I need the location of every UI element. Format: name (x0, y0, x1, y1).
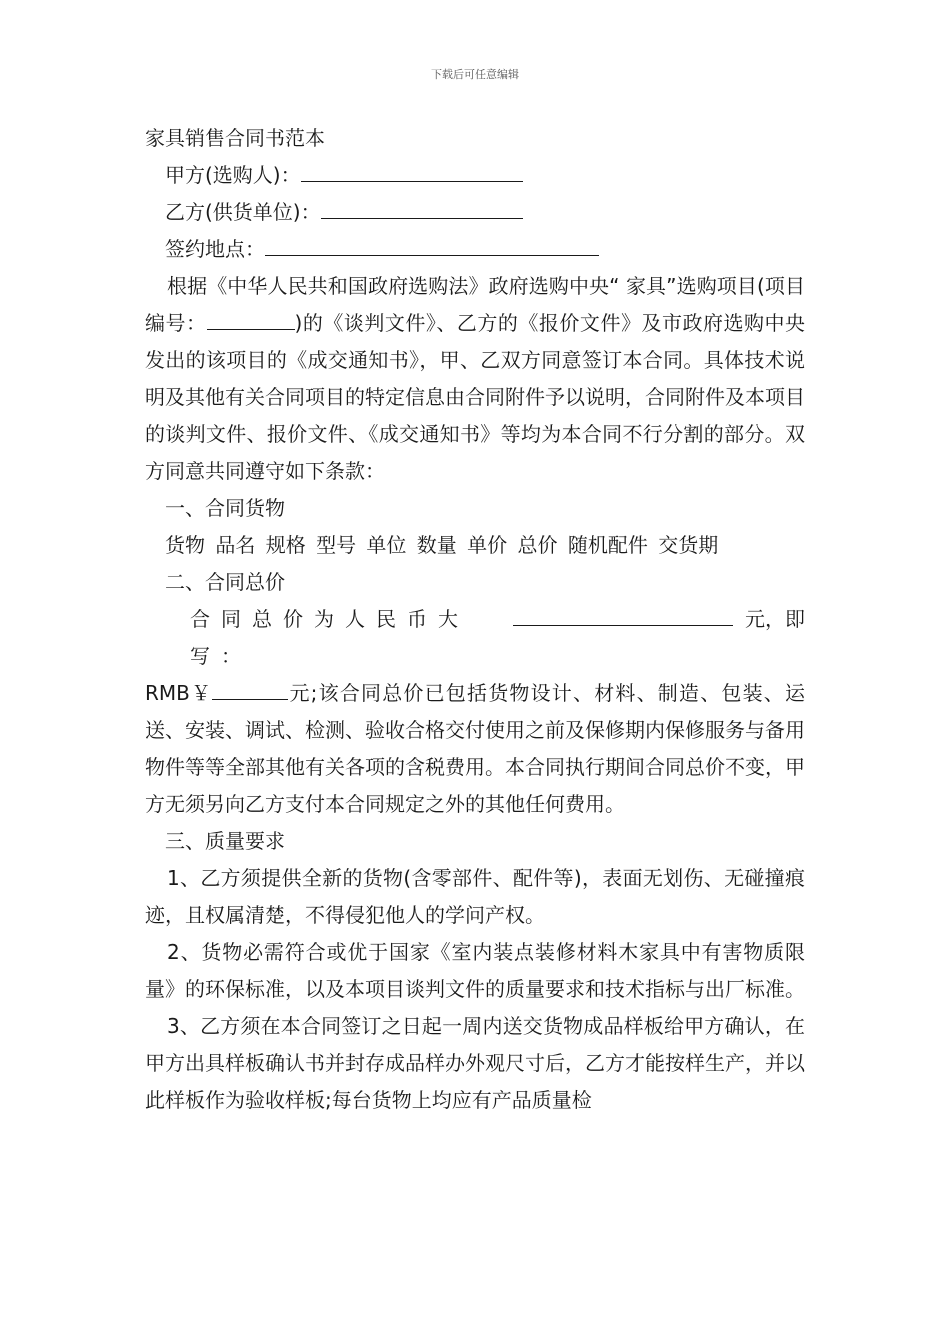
total-price-rest: 元;该合同总价已包括货物设计、材料、制造、包装、运送、安装、调试、检测、验收合格交付使用之前及保修期内保修服务与备用物件等等全部其他有关各项的含税费用。本合同执行期间合同总价不变，甲方无须另向乙方支付本合同规定之外的其他任何费用。 (145, 681, 805, 816)
quality-item: 2、货物必需符合或优于国家《室内装点装修材料木家具中有害物质限量》的环保标准，以及本项目谈判文件的质量要求和技术指标与出厂标准。 (145, 940, 805, 1001)
intro-text-2: )的《谈判文件》、乙方的《报价文件》及市政府选购中央发出的该项目的《成交通知书》，甲、乙双方同意签订本合同。具体技术说明及其他有关合同项目的特定信息由合同附件予以说明，合同附件及本项目的谈判文件、报价文件、《成交通知书》等均为本合同不行分割的部分。双方同意共同遵守如下条款： (145, 311, 806, 483)
section1-items: 货物 品名 规格 型号 单位 数量 单价 总价 随机配件 交货期 (165, 533, 719, 557)
party-a-line (145, 157, 805, 194)
document-body (145, 120, 805, 1119)
location-label: 签约地点： (165, 237, 265, 261)
party-a-blank (301, 157, 523, 182)
party-a-label: 甲方(选购人)： (165, 163, 301, 187)
total-price-paragraph (145, 675, 805, 823)
total-price-blank (513, 601, 733, 626)
party-b-label: 乙方(供货单位)： (165, 200, 321, 224)
total-price-label: 合同总价为人民币大写： (190, 607, 469, 668)
total-price-tail: 即 (785, 607, 805, 631)
project-number-blank (207, 305, 295, 330)
rmb-blank (212, 675, 288, 700)
rmb-prefix: RMB￥ (145, 681, 213, 705)
intro-text-1: 根据《中华人民共和国政府选购法》政府选购中央“ 家具”选购项目(项目编号： (145, 274, 805, 335)
quality-item: 1、乙方须提供全新的货物(含零部件、配件等)，表面无划伤、无碰撞痕迹，且权属清楚，不得侵犯他人的学问产权。 (145, 866, 805, 927)
location-blank (265, 231, 599, 256)
section2-heading: 二、合同总价 (165, 570, 285, 594)
document-title: 家具销售合同书范本 (145, 126, 325, 150)
location-line (145, 231, 805, 268)
party-b-line (145, 194, 805, 231)
total-price-unit: 元， (745, 607, 785, 631)
total-price-line (145, 601, 805, 675)
party-b-blank (321, 194, 523, 219)
section1-heading: 一、合同货物 (165, 496, 285, 520)
intro-paragraph (145, 268, 805, 490)
section3-heading: 三、质量要求 (165, 829, 285, 853)
quality-item: 3、乙方须在本合同签订之日起一周内送交货物成品样板给甲方确认，在甲方出具样板确认书并封存成品样办外观尺寸后，乙方才能按样生产，并以此样板作为验收样板;每台货物上均应有产品质量检 (145, 1014, 805, 1112)
page-header: 下载后可任意编辑 (431, 68, 519, 81)
